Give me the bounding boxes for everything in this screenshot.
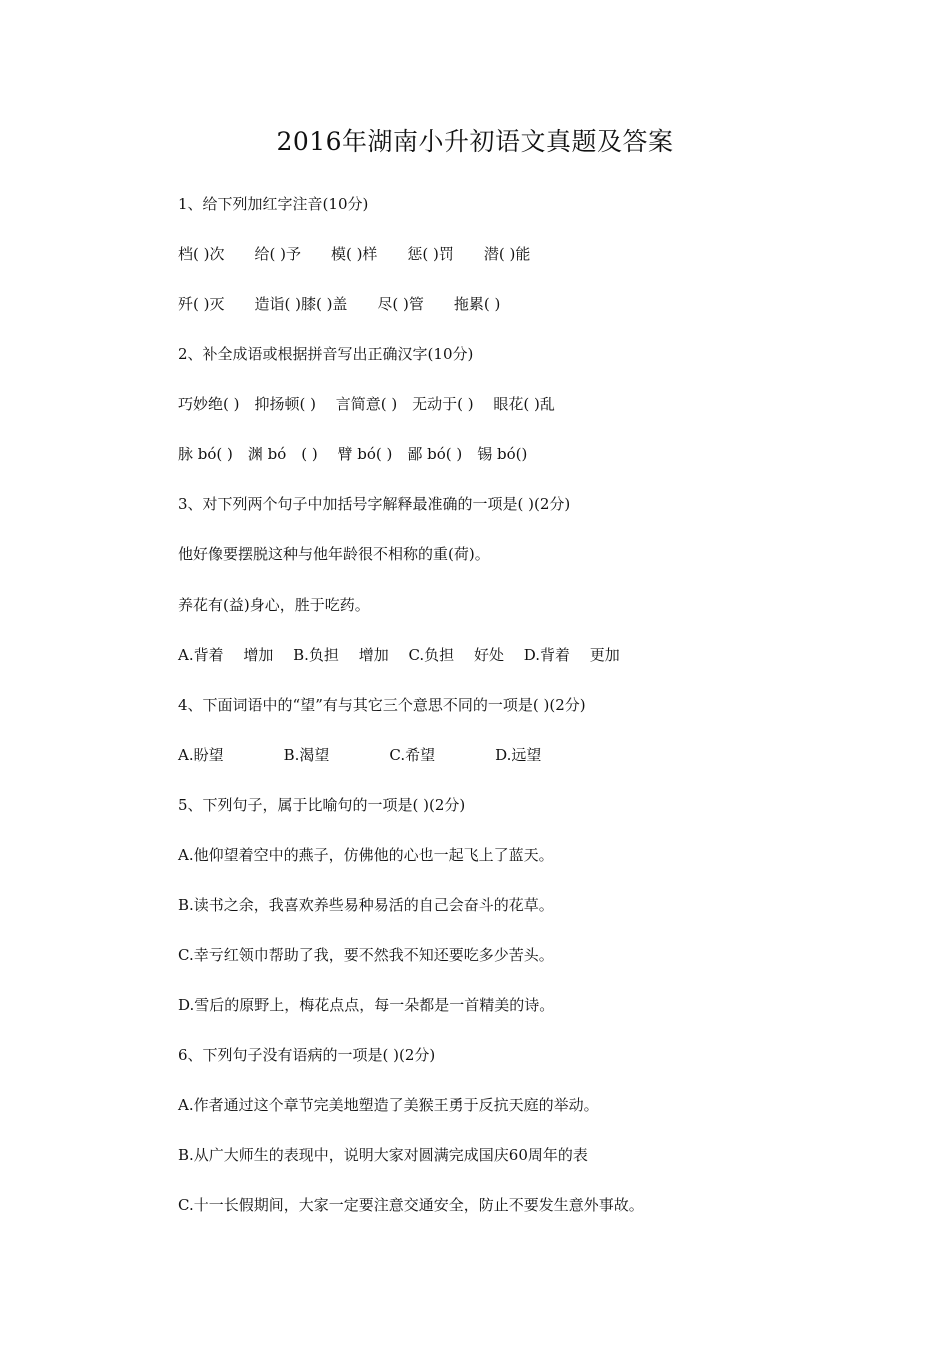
question-6-heading: 6、下列句子没有语病的一项是( )(2分) xyxy=(178,1046,436,1064)
question-3-sentence-1: 他好像要摆脱这种与他年龄很不相称的重(荷)。 xyxy=(178,545,490,563)
question-3-heading: 3、对下列两个句子中加括号字解释最准确的一项是( )(2分) xyxy=(178,495,571,513)
question-4-heading: 4、下面词语中的“望”有与其它三个意思不同的一项是( )(2分) xyxy=(178,696,586,714)
question-5-option-a: A.他仰望着空中的燕子，仿佛他的心也一起飞上了蓝天。 xyxy=(178,846,554,864)
question-1-line-2: 歼( )灭 造诣( )膝( )盖 尽( )管 拖累( ) xyxy=(178,295,501,313)
question-6-option-b: B.从广大师生的表现中，说明大家对圆满完成国庆60周年的表 xyxy=(178,1146,588,1164)
question-2-line-1: 巧妙绝( ) 抑扬顿( ) 言简意( ) 无动于( ) 眼花( )乱 xyxy=(178,395,555,413)
question-6-option-c: C.十一长假期间，大家一定要注意交通安全，防止不要发生意外事故。 xyxy=(178,1196,644,1214)
question-5-heading: 5、下列句子，属于比喻句的一项是( )(2分) xyxy=(178,796,466,814)
question-5-option-d: D.雪后的原野上，梅花点点，每一朵都是一首精美的诗。 xyxy=(178,996,555,1014)
question-2-line-2: 脉 bó( ) 渊 bó ( ) 臂 bó( ) 鄙 bó( ) 锡 bó() xyxy=(178,445,528,463)
question-4-options: A.盼望 B.渴望 C.希望 D.远望 xyxy=(178,746,542,764)
question-2-heading: 2、补全成语或根据拼音写出正确汉字(10分) xyxy=(178,345,474,363)
question-5-option-c: C.幸亏红领巾帮助了我，要不然我不知还要吃多少苦头。 xyxy=(178,946,554,964)
question-3-sentence-2: 养花有(益)身心，胜于吃药。 xyxy=(178,596,370,614)
question-3-options: A.背着 增加 B.负担 增加 C.负担 好处 D.背着 更加 xyxy=(178,646,620,664)
question-6-option-a: A.作者通过这个章节完美地塑造了美猴王勇于反抗天庭的举动。 xyxy=(178,1096,599,1114)
question-1-heading: 1、给下列加红字注音(10分) xyxy=(178,195,369,213)
page-title: 2016年湖南小升初语文真题及答案 xyxy=(276,127,674,156)
question-1-line-1: 档( )次 给( )予 模( )样 惩( )罚 潜( )能 xyxy=(178,245,531,263)
question-5-option-b: B.读书之余，我喜欢养些易种易活的自己会奋斗的花草。 xyxy=(178,896,554,914)
